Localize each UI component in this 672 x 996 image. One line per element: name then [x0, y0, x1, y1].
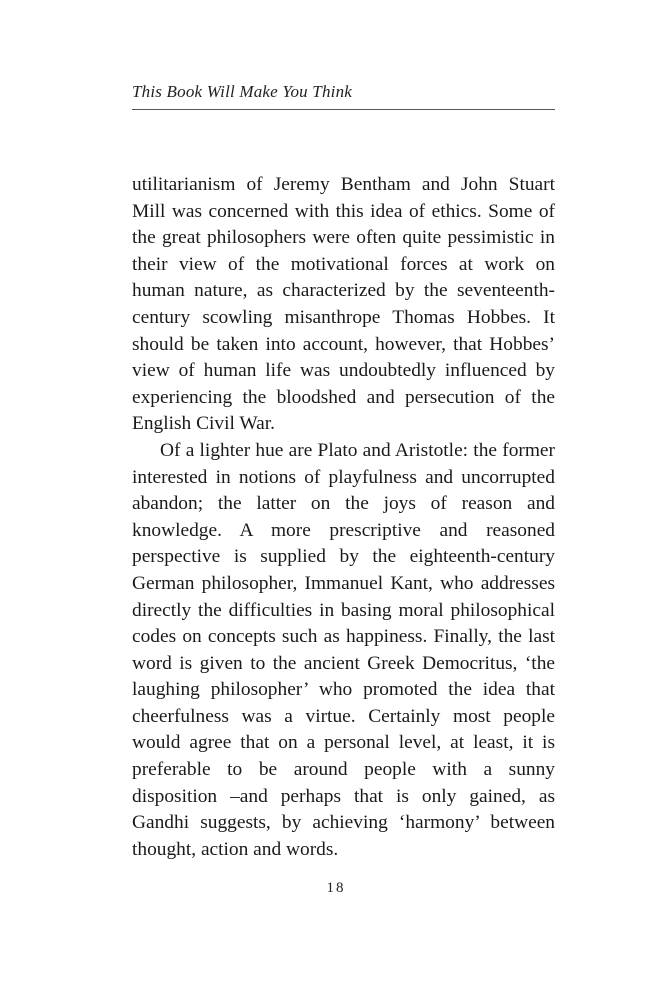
paragraph-2: Of a lighter hue are Plato and Aristotle: the former interested in notions of playfulness and uncorrupted abandon; the latter on the joys of reason and knowledge. A more prescriptive and reasoned perspective is supplied by the eighteenth-century German philosopher, Immanuel Kant, who addresses directly the difficulties in basing moral philosophical codes on concepts such as happiness. Finally, the last word is given to the ancient Greek Democritus, ‘the laughing philosopher’ who promoted the idea that cheerfulness was a virtue. Certainly most people would agree that on a personal level, at least, it is preferable to be around people with a sunny disposition –and perhaps that is only gained, as Gandhi suggests, by achieving ‘harmony’ between thought, action and words. [132, 439, 555, 860]
paragraph-1: utilitarianism of Jeremy Bentham and John Stuart Mill was concerned with this idea of ethics. Some of the great philosophers were often quite pessimistic in their view of the motivational forces at work on human nature, as characterized by the seventeenth-century scowling misanthrope Thomas Hobbes. It should be taken into account, however, that Hobbes’ view of human life was undoubtedly influenced by experiencing the bloodshed and persecution of the English Civil War. [132, 174, 555, 435]
body-text [132, 172, 555, 863]
running-head-title: This Book Will Make You Think [132, 82, 353, 101]
header-rule [132, 109, 555, 110]
page-number: 18 [326, 880, 346, 896]
